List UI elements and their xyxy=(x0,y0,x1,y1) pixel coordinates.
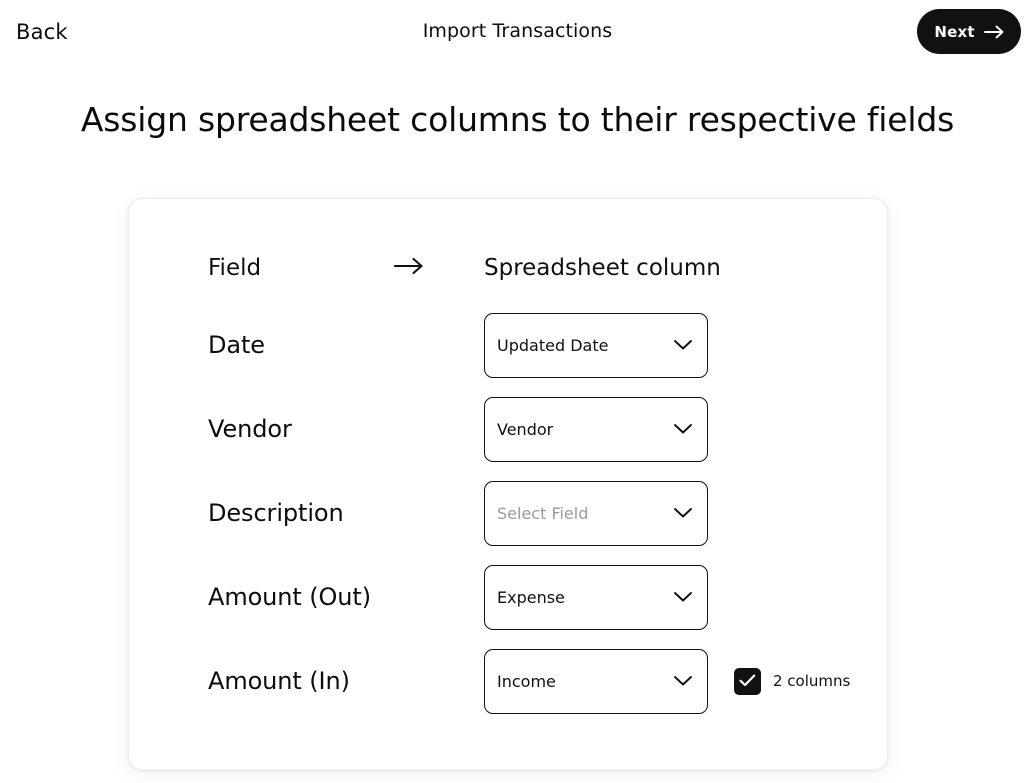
mapping-rows xyxy=(129,199,887,723)
field-label-amount-in: Amount (In) xyxy=(208,667,350,695)
check-icon xyxy=(739,672,756,691)
back-button[interactable]: Back xyxy=(12,18,72,46)
two-columns-option xyxy=(734,668,850,695)
select-vendor-column[interactable] xyxy=(484,397,708,462)
arrow-right-icon xyxy=(984,25,1004,39)
mapping-header-row xyxy=(129,233,887,303)
chevron-down-icon xyxy=(673,507,693,519)
select-amount-in-value: Income xyxy=(497,671,556,691)
chevron-down-icon xyxy=(673,339,693,351)
next-button-label: Next xyxy=(934,22,975,41)
mapping-card xyxy=(128,198,888,770)
mapping-row-amount-in xyxy=(129,639,887,723)
select-description-value: Select Field xyxy=(497,503,589,523)
headline: Assign spreadsheet columns to their respective fields xyxy=(80,100,955,139)
select-description-column[interactable] xyxy=(484,481,708,546)
select-amount-in-column[interactable] xyxy=(484,649,708,714)
column-header-spreadsheet-column: Spreadsheet column xyxy=(484,255,721,281)
two-columns-checkbox[interactable] xyxy=(734,668,761,695)
select-vendor-value: Vendor xyxy=(497,419,554,439)
column-header-field: Field xyxy=(208,255,262,281)
select-amount-out-column[interactable] xyxy=(484,565,708,630)
mapping-row-description xyxy=(129,471,887,555)
select-date-value: Updated Date xyxy=(497,335,609,355)
mapping-row-amount-out xyxy=(129,555,887,639)
top-bar xyxy=(0,0,1035,64)
chevron-down-icon xyxy=(673,591,693,603)
mapping-row-vendor xyxy=(129,387,887,471)
select-date-column[interactable] xyxy=(484,313,708,378)
field-label-date: Date xyxy=(208,331,265,359)
field-label-description: Description xyxy=(208,499,344,527)
mapping-row-date xyxy=(129,303,887,387)
chevron-down-icon xyxy=(673,423,693,435)
next-button[interactable] xyxy=(917,9,1021,54)
mapping-arrow-cell xyxy=(378,256,484,280)
two-columns-label: 2 columns xyxy=(773,672,851,690)
chevron-down-icon xyxy=(673,675,693,687)
arrow-right-icon xyxy=(393,256,425,280)
page-title: Import Transactions xyxy=(422,20,613,42)
select-amount-out-value: Expense xyxy=(497,587,565,607)
field-label-amount-out: Amount (Out) xyxy=(208,583,371,611)
field-label-vendor: Vendor xyxy=(208,415,292,443)
